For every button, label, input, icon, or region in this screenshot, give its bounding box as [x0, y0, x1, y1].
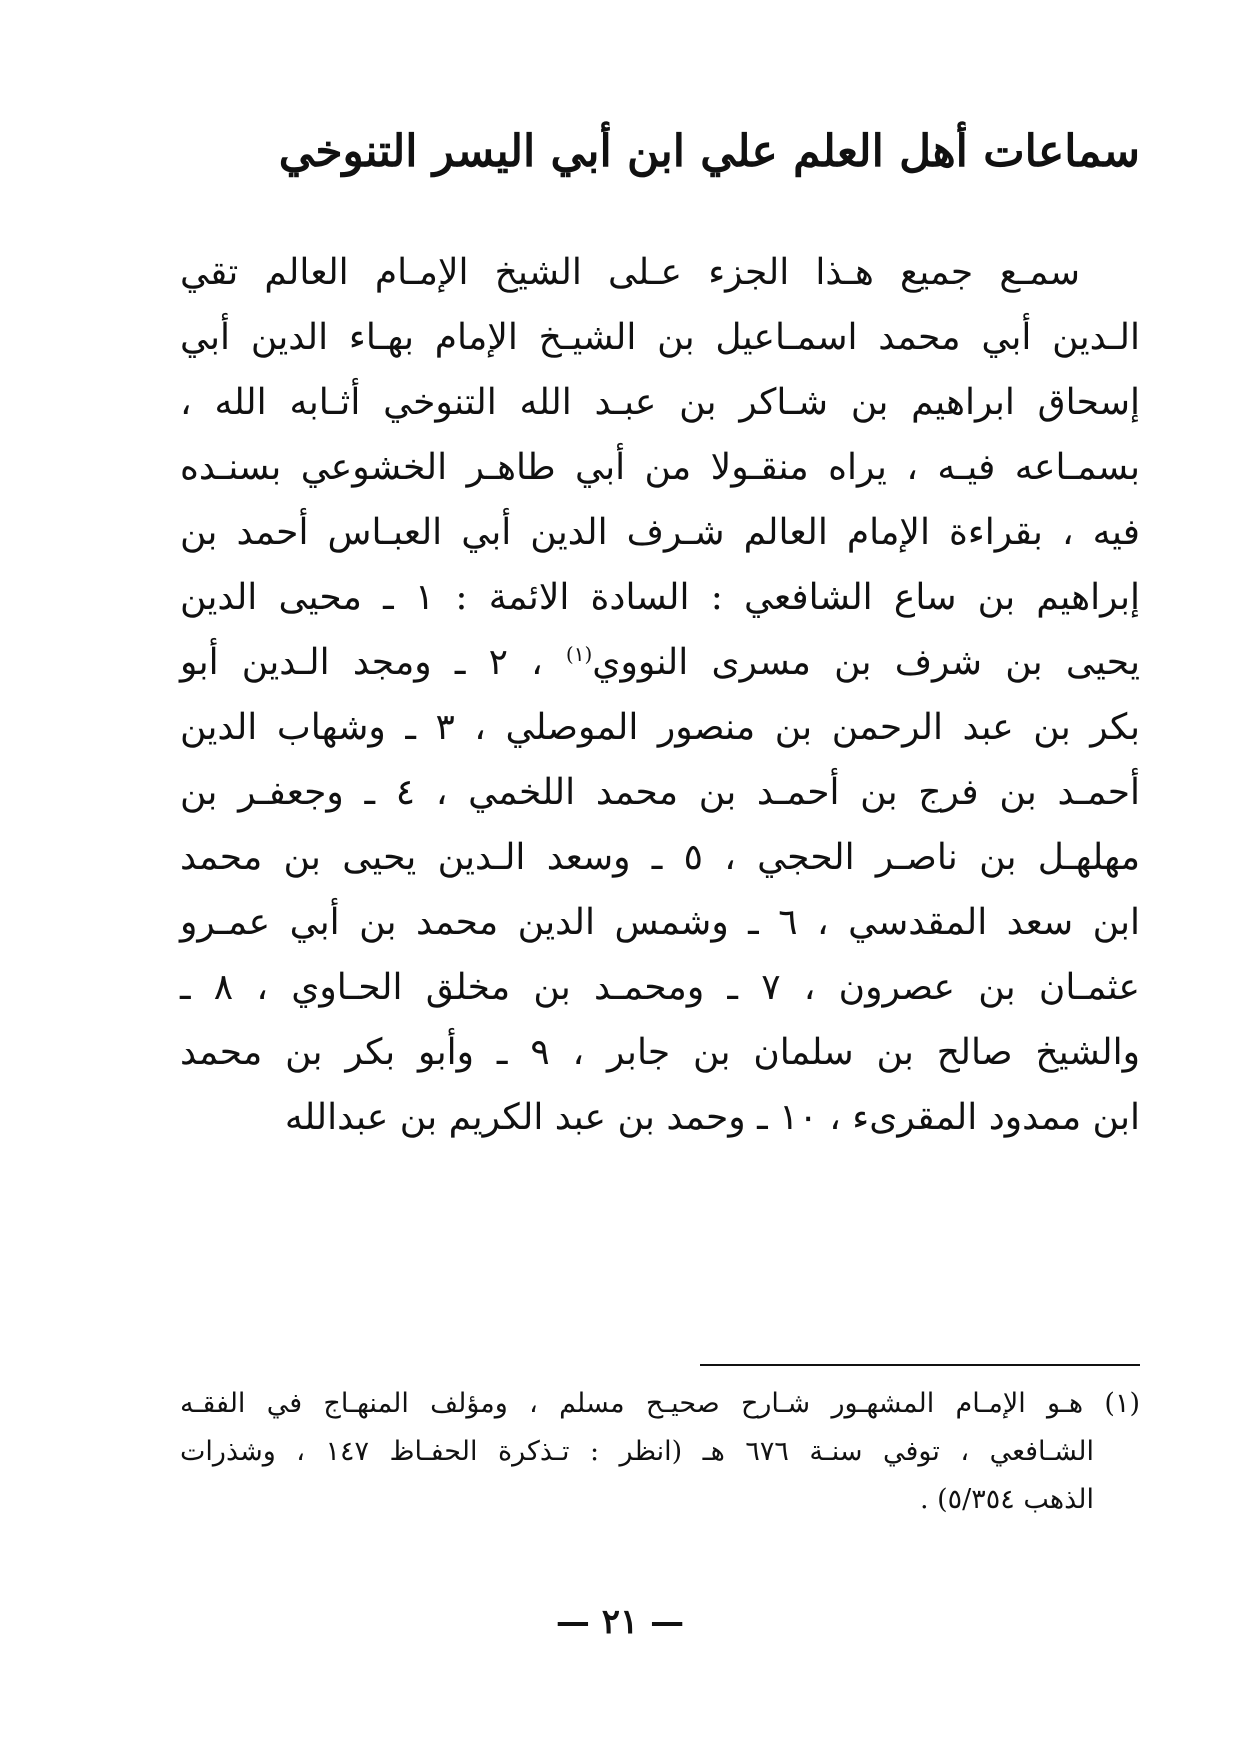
body-line: سمـع جميع هـذا الجزء عـلى الشيخ الإمـام العالم تقي	[180, 252, 1080, 293]
body-line-segment: ، ٢ ـ ومجد الـدين أبو	[180, 642, 566, 683]
body-line: بكر بن عبد الرحمن بن منصور الموصلي ، ٣ ـ وشهاب الدين	[180, 707, 1141, 748]
footnote	[180, 1380, 1140, 1524]
body-line: إبراهيم بن ساع الشافعي : السادة الائمة : ١ ـ محيى الدين	[180, 577, 1140, 618]
footnote-marker[interactable]: (١)	[565, 642, 593, 666]
page-number: — ٢١ —	[555, 1602, 685, 1642]
body-line: والشيخ صالح بن سلمان بن جابر ، ٩ ـ وأبو بكر بن محمد	[180, 1032, 1140, 1073]
body-line-with-footnote	[180, 630, 1140, 695]
footnote-line: الذهب ٥/٣٥٤) .	[919, 1484, 1094, 1515]
body-line: عثمـان بن عصرون ، ٧ ـ ومحمـد بن مخلق الحـاوي ، ٨ ـ	[180, 967, 1141, 1008]
body-line: ابن سعد المقدسي ، ٦ ـ وشمس الدين محمد بن أبي عمـرو	[180, 902, 1141, 943]
footnote-line: الشـافعي ، توفي سنـة ٦٧٦ هـ (انظر : تـذكرة الحفـاظ ١٤٧ ، وشذرات	[180, 1436, 1094, 1467]
page-title: سماعات أهل العلم علي ابن أبي اليسر التنوخي	[278, 126, 1140, 177]
footnote-line: (١) هـو الإمـام المشهـور شـارح صحيـح مسلم ، ومؤلف المنهـاج في الفقـه	[180, 1388, 1140, 1419]
body-line: إسحاق ابراهيم بن شـاكر بن عبـد الله التنوخي أثـابه الله ،	[180, 382, 1140, 423]
body-line: ابن ممدود المقرىء ، ١٠ ـ وحمد بن عبد الكريم بن عبدالله	[284, 1097, 1140, 1138]
body-line: أحمـد بن فرج بن أحمـد بن محمد اللخمي ، ٤ ـ وجعفـر بن	[180, 772, 1140, 813]
body-line-segment: يحيى بن شرف بن مسرى النووي	[592, 642, 1140, 683]
body-line: بسمـاعه فيـه ، يراه منقـولا من أبي طاهـر الخشوعي بسنـده	[180, 447, 1140, 488]
footnote-divider	[700, 1364, 1140, 1366]
body-line: فيه ، بقراءة الإمام العالم شـرف الدين أبي العبـاس أحمد بن	[180, 512, 1140, 553]
body-line: الـدين أبي محمد اسمـاعيل بن الشيـخ الإمام بهـاء الدين أبي	[180, 317, 1140, 358]
body-text	[180, 240, 1140, 1150]
body-line: مهلهـل بن ناصـر الحجي ، ٥ ـ وسعد الـدين يحيى بن محمد	[180, 837, 1140, 878]
